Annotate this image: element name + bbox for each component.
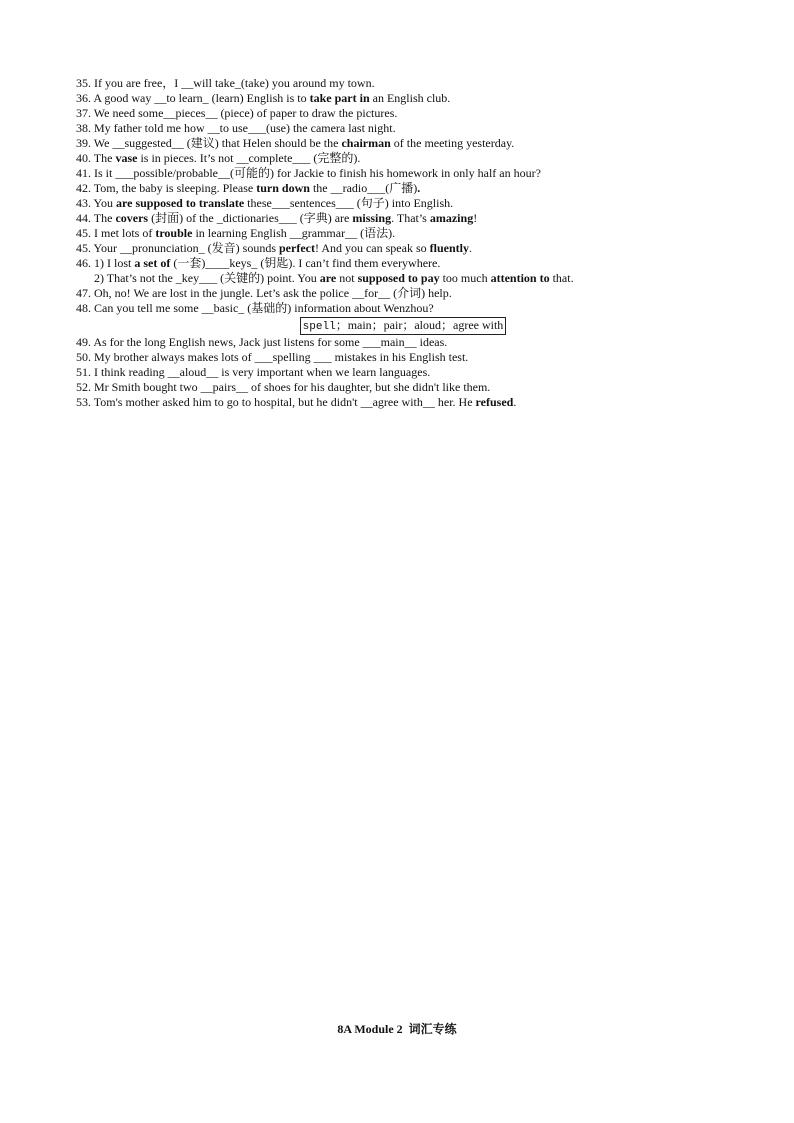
question-q49 <box>76 335 716 350</box>
question-text: 42. Tom, the baby is sleeping. Please <box>76 181 257 195</box>
question-text: these___sentences___ (句子) into English. <box>244 196 454 210</box>
question-text: 38. My father told me how __to use___(use) the camera last night. <box>76 121 396 135</box>
question-text: 40. The <box>76 151 116 165</box>
questions-49-53 <box>76 335 716 410</box>
bold-phrase: chairman <box>341 136 391 150</box>
question-text: . That’s <box>391 211 430 225</box>
question-q48 <box>76 301 716 316</box>
question-q53 <box>76 395 716 410</box>
question-text: 48. Can you tell me some __basic_ (基础的) information about Wenzhou? <box>76 301 434 315</box>
question-q41 <box>76 166 716 181</box>
question-text: 45. Your __pronunciation_ (发音) sounds <box>76 241 279 255</box>
bold-phrase: refused <box>475 395 514 409</box>
bold-phrase: amazing <box>429 211 474 225</box>
question-q36 <box>76 91 716 106</box>
question-text: the __radio___(广播) <box>309 181 418 195</box>
bold-phrase: perfect <box>279 241 315 255</box>
question-text: too much <box>439 271 491 285</box>
bold-phrase: . <box>417 181 421 195</box>
bold-phrase: are <box>319 271 337 285</box>
question-text: 37. We need some__pieces__ (piece) of paper to draw the pictures. <box>76 106 398 120</box>
question-text: 35. If you are free，I __will take_(take) you around my town. <box>76 76 375 90</box>
question-q38 <box>76 121 716 136</box>
question-q45b <box>76 241 716 256</box>
question-text: (一套)____keys_ (钥匙). I can’t find them everywhere. <box>170 256 441 270</box>
word-bank-first: spell <box>302 321 336 333</box>
question-text: that. <box>549 271 574 285</box>
question-q44 <box>76 211 716 226</box>
bold-phrase: take part in <box>309 91 370 105</box>
question-q37 <box>76 106 716 121</box>
question-text: 49. As for the long English news, Jack just listens for some ___main__ ideas. <box>76 335 448 349</box>
question-text: 52. Mr Smith bought two __pairs__ of shoes for his daughter, but she didn't like them. <box>76 380 491 394</box>
word-bank-rest: ；main；pair；aloud；agree with <box>335 318 504 332</box>
question-q50 <box>76 350 716 365</box>
bold-phrase: trouble <box>155 226 193 240</box>
question-text: 39. We __suggested__ (建议) that Helen should be the <box>76 136 342 150</box>
question-text: not <box>336 271 358 285</box>
question-q43 <box>76 196 716 211</box>
question-text: 46. 1) I lost <box>76 256 135 270</box>
question-text: of the meeting yesterday. <box>390 136 515 150</box>
bold-phrase: supposed to pay <box>357 271 440 285</box>
bold-phrase: covers <box>115 211 149 225</box>
page-footer-title: 8A Module 2 词汇专练 <box>337 1022 457 1036</box>
word-bank-row <box>76 316 716 335</box>
question-text: 36. A good way __to learn_ (learn) English is to <box>76 91 310 105</box>
question-text: 41. Is it ___possible/probable__(可能的) for Jackie to finish his homework in only half an hour? <box>76 166 541 180</box>
question-q39 <box>76 136 716 151</box>
question-text: in learning English __grammar__ (语法). <box>192 226 396 240</box>
question-q42 <box>76 181 716 196</box>
question-text: (封面) of the _dictionaries___ (字典) are <box>148 211 353 225</box>
question-text: 44. The <box>76 211 116 225</box>
question-text: 50. My brother always makes lots of ___spelling ___ mistakes in his English test. <box>76 350 469 364</box>
word-bank-box <box>300 317 507 335</box>
exercise-list <box>76 76 716 410</box>
question-text: 53. Tom's mother asked him to go to hospital, but he didn't __agree with__ her. He <box>76 395 476 409</box>
bold-phrase: a set of <box>134 256 171 270</box>
question-text: 51. I think reading __aloud__ is very important when we learn languages. <box>76 365 431 379</box>
bold-phrase: vase <box>115 151 138 165</box>
question-q45a <box>76 226 716 241</box>
question-text: 47. Oh, no! We are lost in the jungle. Let’s ask the police __for__ (介词) help. <box>76 286 452 300</box>
question-text: 2) That’s not the _key___ (关键的) point. You <box>94 271 320 285</box>
question-text: . <box>513 395 517 409</box>
question-text: 43. You <box>76 196 117 210</box>
bold-phrase: missing <box>352 211 392 225</box>
question-q47 <box>76 286 716 301</box>
bold-phrase: are supposed to translate <box>116 196 245 210</box>
question-text: ! <box>473 211 478 225</box>
question-q35 <box>76 76 716 91</box>
bold-phrase: attention to <box>490 271 550 285</box>
bold-phrase: fluently <box>429 241 469 255</box>
question-text: 45. I met lots of <box>76 226 156 240</box>
question-q46a <box>76 256 716 271</box>
questions-35-48 <box>76 76 716 316</box>
question-q40 <box>76 151 716 166</box>
question-text: ! And you can speak so <box>314 241 430 255</box>
question-q52 <box>76 380 716 395</box>
bold-phrase: turn down <box>256 181 310 195</box>
question-text: is in pieces. It’s not __complete___ (完整的). <box>137 151 361 165</box>
question-q51 <box>76 365 716 380</box>
question-text: . <box>468 241 472 255</box>
question-text: an English club. <box>369 91 451 105</box>
question-q46b <box>76 271 716 286</box>
